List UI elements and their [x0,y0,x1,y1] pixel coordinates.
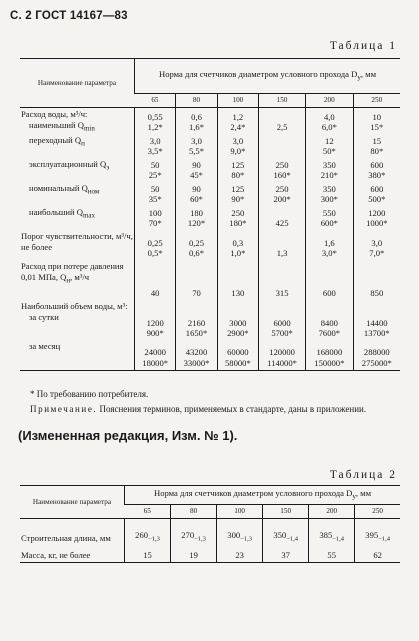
cell-value: 35* [148,194,162,205]
row-sublabel: наибольший $Q_{max}$ [29,207,96,220]
table1-cell [353,134,400,158]
table2-cell [309,519,355,545]
cell-value: 500* [368,194,386,205]
table1-cell [135,108,176,135]
table1-cell [306,206,354,230]
cell-value: 350 [322,159,336,170]
cell-value: 15 [372,135,382,146]
page-header: С. 2 ГОСТ 14167—83 [10,10,128,22]
cell-value: 275000* [361,357,392,368]
table1-caption: Таблица 1 [329,40,397,52]
table1-group-header: Норма для счетчиков диаметром условного прохода $D_у$, мм [135,59,401,94]
row-sublabel: эксплуатационный $Q_э$ [29,159,110,172]
table1-cell [217,260,258,300]
table2-cell [217,545,263,563]
cell-value: 5700* [271,328,293,339]
table1-diameter-150: 150 [259,94,306,108]
cell-value: 90 [192,183,201,194]
row-sublabel: наименьший $Q_{min}$ [29,119,95,133]
cell-tolerance: −1,3 [148,535,160,543]
cell-value: 120000 [269,347,295,358]
cell-value: 600* [320,218,338,229]
cell-value: 90* [231,194,245,205]
table2 [20,485,400,563]
cell-value: 3,0 [191,135,202,146]
table1-cell [259,134,306,158]
table1-diameter-200: 200 [306,94,354,108]
table1-cell [353,158,400,182]
table1-cell [217,206,258,230]
cell-value: 168000 [316,347,343,358]
cell-value: 7,0* [369,248,385,259]
cell-value: 0,55 [147,111,163,122]
table2-diameter-80: 80 [171,505,217,519]
cell-value: 60000 [227,347,249,358]
cell-value: 150000* [314,357,345,368]
cell-tolerance: −1,4 [332,535,345,543]
table1 [20,58,400,371]
cell-tolerance: −1,4 [286,535,298,543]
cell-value: 55 [327,550,336,561]
table1-cell [176,260,217,300]
cell-value: 130 [231,288,245,299]
cell-value: 25* [148,170,162,181]
table1-cell [259,340,306,370]
table1-cell [353,206,400,230]
table1-cell [259,182,306,206]
row-sublabel-subscript: max [82,211,96,220]
table1-cell [135,230,176,260]
cell-value: 120* [187,218,206,229]
cell-value: 70* [148,218,162,229]
cell-value: 0,5* [147,248,163,259]
cell-value: 900* [146,328,164,339]
row-sublabel-subscript: э [106,163,110,172]
cell-value: 0,3 [232,237,244,248]
cell-value: 1000* [366,218,388,229]
cell-value: 1200 [146,317,164,328]
cell-value: 1,2 [232,111,244,122]
table1-cell [259,108,306,135]
cell-value: 50 [150,159,160,170]
table1-cell [306,158,354,182]
row-sublabel: за сутки [29,311,59,322]
table2-row-label: Масса, кг, не более [20,545,125,563]
cell-value: 0,6* [188,248,205,259]
table1-cell [217,108,258,135]
table1-row-label [20,134,135,158]
cell-value: 45* [190,170,203,181]
cell-value: 380* [368,170,386,181]
cell-tolerance: −1,3 [240,535,252,543]
cell-value: 1,0* [230,248,246,259]
table2-param-header: Наименование параметра [20,486,125,519]
table2-cell [125,519,171,545]
cell-value: 24000 [144,347,166,358]
table1-cell [306,182,354,206]
table1-cell [176,134,217,158]
table1-row [20,300,400,340]
table1-row [20,206,400,230]
cell-value: 385 [319,529,333,540]
table1-row-label [20,300,135,340]
cell-value: 37 [281,550,290,561]
cell-value: 6000 [273,317,291,328]
row-sublabel: за месяц [29,341,61,352]
footnote: * По требованию потребителя. [30,389,149,399]
table2-diameter-150: 150 [263,505,309,519]
table1-cell [353,260,400,300]
cell-value: 395 [365,529,379,540]
row-sublabel-subscript: min [83,124,95,133]
cell-value: 3,0* [321,248,337,259]
table2-diameter-200: 200 [309,505,355,519]
revision-notice: (Измененная редакция, Изм. № 1). [18,428,238,443]
table2-group-header: Норма для счетчиков диаметром условного прохода $D_у$, мм [125,486,401,505]
table2-cell [263,545,309,563]
cell-value: 1650* [185,328,208,339]
cell-value: 43200 [185,347,208,358]
cell-value: 160* [273,170,291,181]
table1-diameter-80: 80 [176,94,217,108]
table2-diameter-65: 65 [125,505,171,519]
table2-cell [171,519,217,545]
cell-value: 2,5 [276,122,288,133]
cell-value: 200* [273,194,291,205]
table1-diameter-100: 100 [217,94,258,108]
table1-cell [259,230,306,260]
cell-value: 2160 [187,317,206,328]
table1-cell [306,340,354,370]
table1-row [20,158,400,182]
cell-value: 58000* [224,357,251,368]
row-sublabel-subscript: п [81,139,85,148]
cell-value: 3,0 [232,135,244,146]
row-sublabel-subscript: ном [87,187,100,196]
table2-cell [355,519,400,545]
table1-cell [217,158,258,182]
table2-caption: Таблица 2 [329,469,397,481]
cell-value: 300 [227,529,241,540]
table1-row [20,230,400,260]
cell-value: 50* [322,146,336,157]
table1-cell [306,108,354,135]
table1-row-label [20,340,135,370]
cell-value: 550 [322,207,336,218]
table1-cell [306,230,354,260]
table1-cell [353,300,400,340]
table1-cell [217,300,258,340]
table1-cell [176,340,217,370]
table1-cell [176,230,217,260]
table1-cell [135,206,176,230]
table1-diameter-65: 65 [135,94,176,108]
table1-cell [217,340,258,370]
cell-value: 260 [135,529,149,540]
table1-cell [217,134,258,158]
note [20,403,404,416]
cell-value: 315 [275,288,289,299]
table1-cell [176,182,217,206]
cell-value: 125 [231,183,245,194]
note-label: Примечание. [30,404,98,414]
cell-value: 19 [189,550,198,561]
table1-cell [306,260,354,300]
cell-tolerance: −1,4 [378,535,390,543]
cell-value: 288000 [363,347,390,358]
cell-value: 12 [325,135,334,146]
table1-cell [217,182,258,206]
cell-value: 0,25 [188,237,205,248]
row-heading: Наибольший объем воды, м³: [21,301,128,312]
note-text: Пояснения терминов, применяемых в стандарте, даны в приложении. [99,404,367,414]
row-heading: Порог чувствительности, м³/ч, не более [21,231,133,252]
table1-cell [353,230,400,260]
cell-value: 0,25 [147,237,163,248]
table1-cell [135,158,176,182]
cell-value: 180 [190,207,203,218]
cell-value: 70 [192,288,201,299]
table1-cell [306,300,354,340]
table1-cell [135,300,176,340]
cell-value: 600 [322,288,336,299]
row-heading-subscript: н [66,276,71,285]
cell-value: 600 [370,183,384,194]
cell-tolerance: −1,3 [194,535,206,543]
table1-row-label [20,260,135,300]
cell-value: 60* [190,194,203,205]
table1-cell [176,158,217,182]
table2-row [20,519,400,545]
cell-value: 14400 [366,317,388,328]
cell-value: 5,5* [188,146,205,157]
row-sublabel: номинальный $Q_{ном}$ [29,183,100,196]
cell-value: 2900* [227,328,249,339]
cell-value: 100 [148,207,162,218]
cell-value: 250 [275,159,289,170]
cell-value: 18000* [142,357,169,368]
table1-cell [135,182,176,206]
cell-value: 1,6 [323,237,335,248]
table1-row [20,108,400,135]
table1-row-label [20,206,135,230]
cell-value: 80* [370,146,384,157]
cell-value: 3,0 [149,135,161,146]
cell-value: 250 [231,207,245,218]
cell-value: 1,6* [188,122,205,133]
table1-cell [135,134,176,158]
table1-cell [353,182,400,206]
cell-value: 350 [273,529,287,540]
cell-value: 425 [275,218,289,229]
table1-cell [353,340,400,370]
table1-row [20,134,400,158]
table2-cell [217,519,263,545]
cell-value: 350 [322,183,336,194]
cell-value: 180* [229,218,247,229]
cell-value: 15 [143,550,152,561]
table1-cell [353,108,400,135]
cell-value: 3000 [229,317,247,328]
cell-value: 10 [372,111,382,122]
cell-value: 8400 [320,317,338,328]
table1-row [20,260,400,300]
cell-value: 13700* [363,328,390,339]
table2-row-label: Строительная длина, мм [21,532,111,543]
cell-value: 80* [231,170,245,181]
cell-value: 600 [370,159,384,170]
table1-row-label [20,230,135,260]
table1-row [20,182,400,206]
table1-cell [176,206,217,230]
cell-value: 33000* [183,357,210,368]
cell-value: 7600* [318,328,341,339]
cell-value: 1,3 [276,248,288,259]
cell-value: 2,4* [230,122,246,133]
table1-cell [217,230,258,260]
cell-value: 270 [181,529,195,540]
cell-value: 0,6 [191,111,202,122]
cell-value: 3,0 [371,237,383,248]
cell-value: 15* [370,122,384,133]
table2-cell [171,545,217,563]
table2-row [20,545,400,563]
cell-value: 40 [150,288,160,299]
table1-cell [176,300,217,340]
table1-diameter-250: 250 [353,94,400,108]
cell-value: 23 [235,550,244,561]
cell-value: 850 [370,288,384,299]
cell-value: 1200 [368,207,386,218]
table1-param-header: Наименование параметра [20,59,135,108]
table2-cell [125,545,171,563]
cell-value: 300* [320,194,338,205]
row-heading: Расход при потере давления 0,01 МПа, $Q_н$, м³/ч [21,261,124,285]
cell-value: 90 [192,159,201,170]
table1-cell [135,340,176,370]
table1-cell [259,260,306,300]
cell-value: 62 [373,550,382,561]
table2-cell [355,545,400,563]
table2-cell [263,519,309,545]
row-sublabel: переходный $Q_п$ [29,135,85,148]
cell-value: 3,5* [147,146,163,157]
cell-value: 4,0 [323,111,335,122]
table1-row-label [20,158,135,182]
cell-value: 125 [231,159,245,170]
table1-cell [176,108,217,135]
table2-diameter-100: 100 [217,505,263,519]
table1-cell [306,134,354,158]
table1-cell [259,300,306,340]
table1-row-label [20,182,135,206]
table1-cell [135,260,176,300]
cell-value: 210* [320,170,338,181]
table1-row [20,340,400,370]
cell-value: 250 [275,183,289,194]
cell-value: 114000* [267,357,297,368]
cell-value: 1,2* [147,122,163,133]
row-heading: Расход воды, м³/ч: [21,109,88,119]
table1-row-label [20,108,135,135]
cell-value: 50 [150,183,160,194]
cell-value: 6,0* [321,122,337,133]
table2-cell [309,545,355,563]
table1-cell [259,158,306,182]
table1-cell [259,206,306,230]
table2-diameter-250: 250 [355,505,400,519]
cell-value: 9,0* [230,146,246,157]
